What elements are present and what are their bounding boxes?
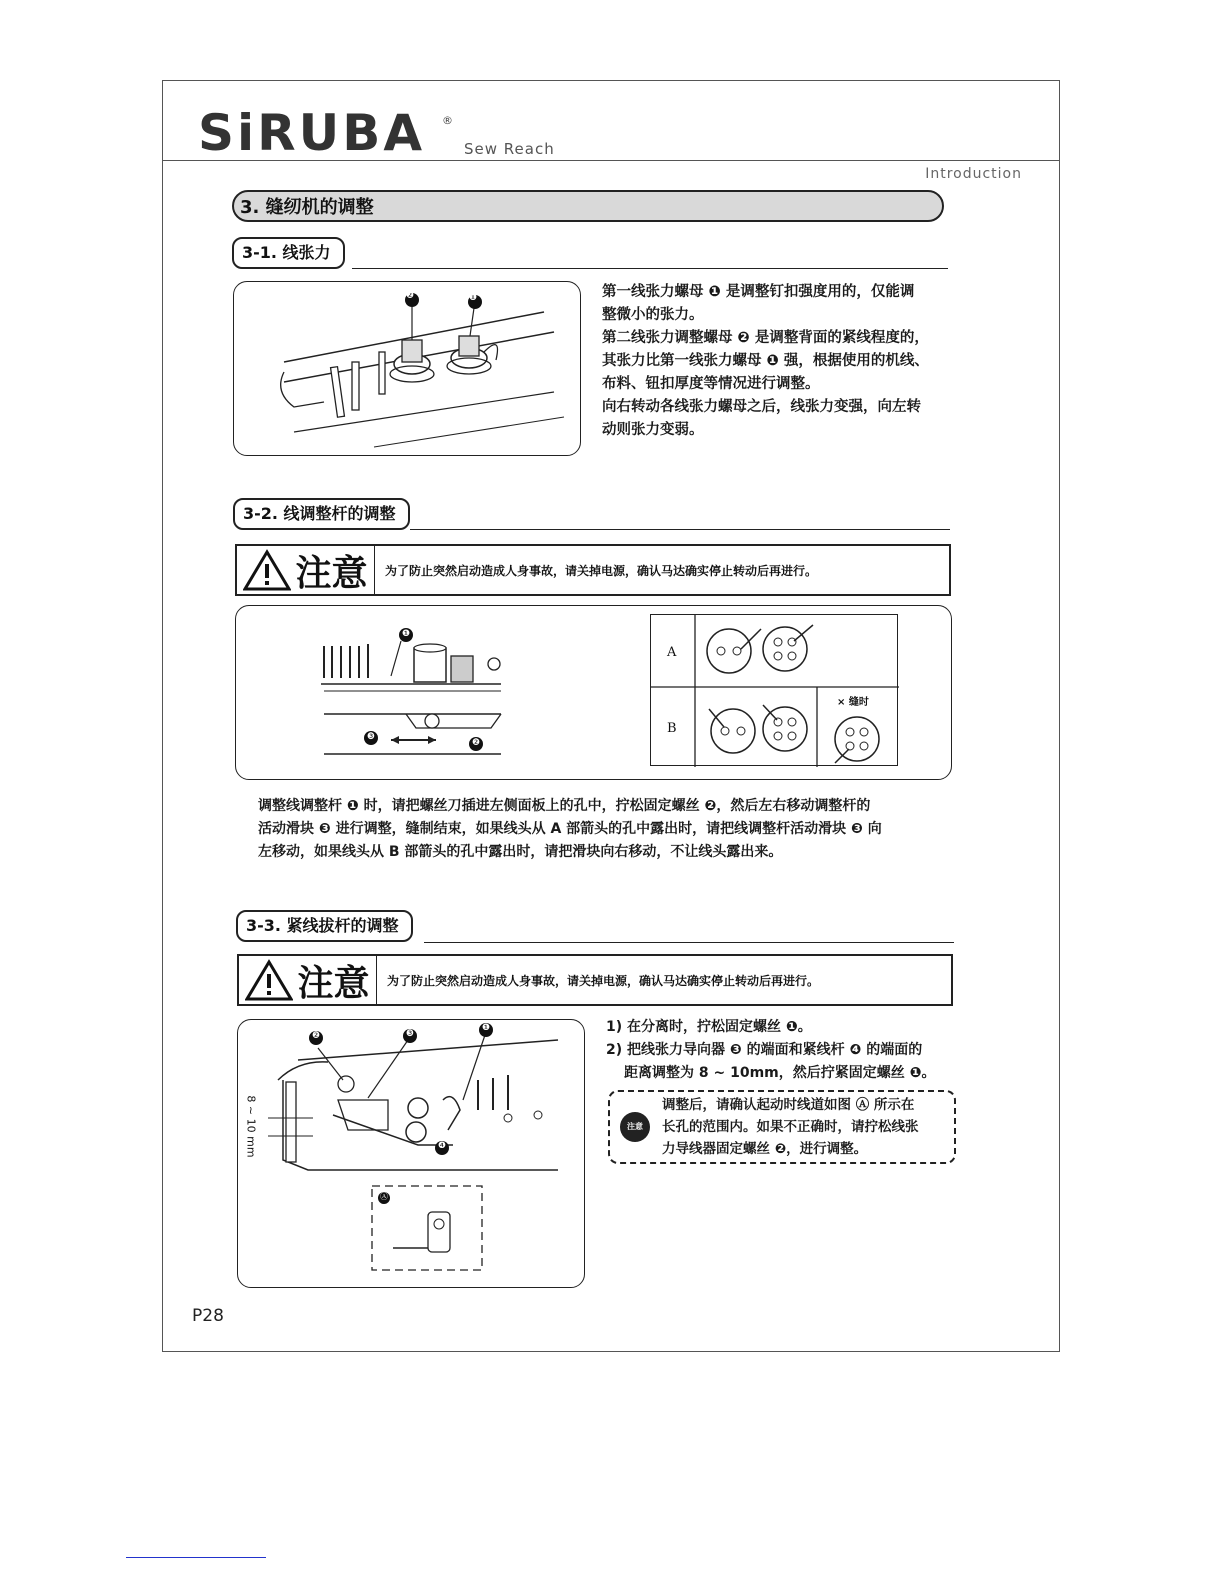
- tension-description: [602, 281, 958, 442]
- thread-tension-figure: [233, 281, 581, 456]
- section-rule: [410, 529, 950, 530]
- text-line: 第一线张力螺母 ❶ 是调整钉扣强度用的，仅能调: [602, 284, 915, 300]
- text-line: 活动滑块 ❸ 进行调整，缝制结束，如果线头从 A 部箭头的孔中露出时，请把线调整杆活动滑块 ❸ 向: [258, 821, 882, 837]
- section-heading-3-2: 3-2. 线调整杆的调整: [233, 498, 410, 530]
- caution-text: 为了防止突然启动造成人身事故，请关掉电源，确认马达确实停止转动后再进行。: [387, 973, 820, 988]
- callout-1: ❶: [402, 629, 411, 639]
- text-line: 动则张力变弱。: [602, 422, 704, 438]
- callout-3: ❸: [367, 732, 376, 742]
- adjustment-note: [608, 1090, 956, 1164]
- thread-position-table: [650, 614, 898, 766]
- warning-icon: [245, 959, 293, 1001]
- header-divider: [162, 160, 1060, 161]
- note-text: [662, 1094, 956, 1160]
- lever-steps: [606, 1016, 960, 1085]
- caution-box-2: [237, 954, 953, 1006]
- brand-tagline: Sew Reach: [464, 140, 555, 158]
- text-line: 其张力比第一线张力螺母 ❶ 强，根据使用的机线、: [602, 353, 929, 369]
- note-icon-label: 注意: [627, 1122, 643, 1131]
- registered-mark: ®: [442, 114, 453, 127]
- text-line: 左移动，如果线头从 B 部箭头的孔中露出时，请把滑块向右移动，不让线头露出来。: [258, 844, 783, 860]
- row-b-label: B: [667, 721, 677, 736]
- text-line: 整微小的张力。: [602, 307, 704, 323]
- page-number: P28: [192, 1306, 224, 1326]
- text-line: 长孔的范围内。如果不正确时，请拧松线张: [662, 1119, 919, 1135]
- sewing-note: × 缝时: [837, 697, 869, 708]
- callout-4: ❹: [438, 1141, 447, 1151]
- section-label: Introduction: [925, 166, 1022, 182]
- text-line: 向右转动各线张力螺母之后，线张力变强，向左转: [602, 399, 921, 415]
- footer-link-underline: [126, 1557, 266, 1558]
- callout-1: ❶: [469, 293, 478, 303]
- step-line: 1) 在分离时，拧松固定螺丝 ❶。: [606, 1019, 812, 1035]
- callout-2: ❷: [312, 1031, 321, 1041]
- callout-2: ❷: [406, 291, 415, 301]
- section-heading-3-3: 3-3. 紧线拔杆的调整: [236, 910, 413, 942]
- caution-label: 注意: [297, 962, 370, 1004]
- text-line: 调整后，请确认起动时线道如图 Ⓐ 所示在: [662, 1097, 915, 1113]
- section-rule: [424, 942, 954, 943]
- brand-logo: SiRUBA: [198, 104, 426, 162]
- caution-label: 注意: [295, 552, 368, 594]
- callout-1: ❶: [482, 1023, 491, 1033]
- section-heading-3-1: 3-1. 线张力: [232, 237, 345, 269]
- text-line: 力导线器固定螺丝 ❷，进行调整。: [662, 1141, 868, 1157]
- note-hand-icon: [620, 1112, 650, 1142]
- step-line: 2) 把线张力导向器 ❸ 的端面和紧线杆 ❹ 的端面的: [606, 1042, 923, 1058]
- text-line: 第二线张力调整螺母 ❷ 是调整背面的紧线程度的，: [602, 330, 929, 346]
- chapter-title: 3. 缝纫机的调整: [232, 190, 944, 222]
- callout-3: ❸: [406, 1029, 415, 1039]
- take-up-lever-figure: [237, 1019, 585, 1288]
- lever-description: [258, 795, 958, 864]
- text-line: 布料、钮扣厚度等情况进行调整。: [602, 376, 820, 392]
- section-rule: [352, 268, 948, 269]
- step-line: 距离调整为 8 ~ 10mm，然后拧紧固定螺丝 ❶。: [624, 1065, 936, 1081]
- warning-icon: [243, 549, 291, 591]
- caution-text: 为了防止突然启动造成人身事故，请关掉电源，确认马达确实停止转动后再进行。: [385, 563, 818, 578]
- take-up-lever-illustration: [238, 1020, 585, 1288]
- row-a-label: A: [667, 645, 677, 660]
- caution-title: [237, 546, 375, 594]
- callout-2: ❷: [472, 738, 481, 748]
- dimension-label: 8 ~ 10 mm: [244, 1095, 258, 1158]
- callout-a: Ⓐ: [380, 1192, 388, 1201]
- tension-nut-illustration: [234, 282, 581, 456]
- text-line: 调整线调整杆 ❶ 时，请把螺丝刀插进左侧面板上的孔中，拧松固定螺丝 ❷，然后左右移动调整杆的: [258, 798, 871, 814]
- caution-title: [239, 956, 377, 1004]
- thread-position-diagram: [651, 615, 899, 767]
- caution-box-1: [235, 544, 951, 596]
